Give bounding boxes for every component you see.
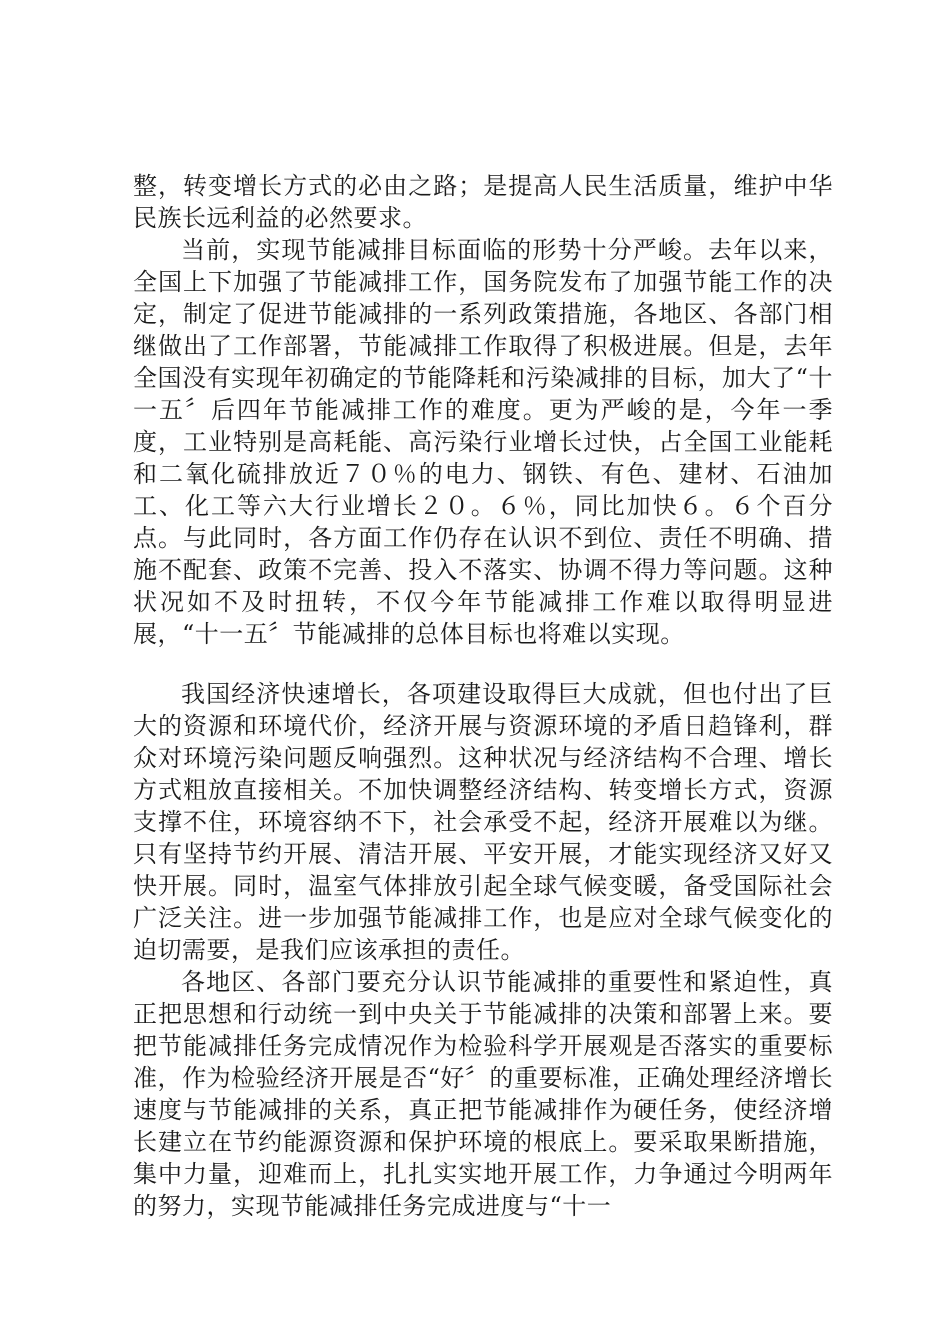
document-body bbox=[133, 170, 833, 1222]
paragraph-requirements: 各地区、各部门要充分认识节能减排的重要性和紧迫性，真正把思想和行动统一到中央关于节能减排的决策和部署上来。要把节能减排任务完成情况作为检验科学开展观是否落实的重要标准，作为检验经济开展是否“好〞的重要标准，正确处理经济增长速度与节能减排的关系，真正把节能减排作为硬任务，使经济增长建立在节约能源资源和保护环境的根底上。要采取果断措施，集中力量，迎难而上，扎扎实实地开展工作，力争通过今明两年的努力，实现节能减排任务完成进度与“十一 bbox=[133, 968, 833, 1220]
paragraph-economy: 我国经济快速增长，各项建设取得巨大成就，但也付出了巨大的资源和环境代价，经济开展与资源环境的矛盾日趋锋利，群众对环境污染问题反响强烈。这种状况与经济结构不合理、增长方式粗放直接相关。不加快调整经济结构、转变增长方式，资源支撑不住，环境容纳不下，社会承受不起，经济开展难以为继。只有坚持节约开展、清洁开展、平安开展，才能实现经济又好又快开展。同时，温室气体排放引起全球气候变暖，备受国际社会广泛关注。进一步加强节能减排工作，也是应对全球气候变化的迫切需要，是我们应该承担的责任。 bbox=[133, 680, 833, 964]
paragraph-situation: 当前，实现节能减排目标面临的形势十分严峻。去年以来，全国上下加强了节能减排工作，国务院发布了加强节能工作的决定，制定了促进节能减排的一系列政策措施，各地区、各部门相继做出了工作部署，节能减排工作取得了积极进展。但是，去年全国没有实现年初确定的节能降耗和污染减排的目标，加大了“十一五〞后四年节能减排工作的难度。更为严峻的是，今年一季度，工业特别是高耗能、高污染行业增长过快，占全国工业能耗和二氧化硫排放近７０％的电力、钢铁、有色、建材、石油加工、化工等六大行业增长２０。６％，同比加快６。６个百分点。与此同时，各方面工作仍存在认识不到位、责任不明确、措施不配套、政策不完善、投入不落实、协调不得力等问题。这种状况如不及时扭转，不仅今年节能减排工作难以取得明显进展，“十一五〞节能减排的总体目标也将难以实现。 bbox=[133, 236, 833, 648]
paragraph-spacer bbox=[133, 650, 833, 678]
paragraph-continuation: 整，转变增长方式的必由之路；是提高人民生活质量，维护中华民族长远利益的必然要求。 bbox=[133, 172, 833, 232]
